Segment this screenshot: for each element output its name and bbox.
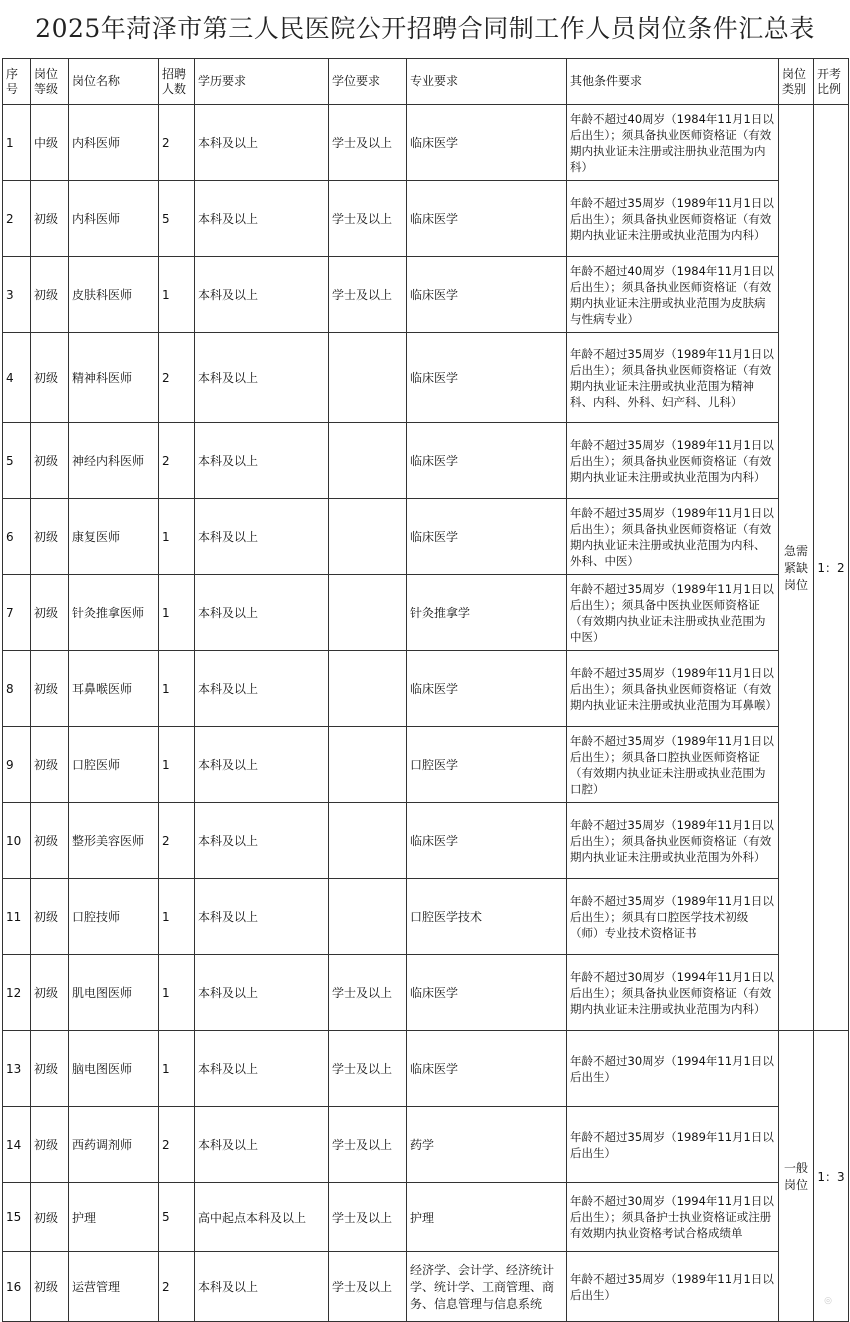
table-row [3, 105, 849, 181]
cell-name: 整形美容医师 [69, 803, 159, 879]
cell-major: 口腔医学技术 [407, 879, 567, 955]
cell-level: 初级 [31, 575, 69, 651]
cell-other: 年龄不超过35周岁（1989年11月1日以后出生）；须具备口腔执业医师资格证（有效期内执业证未注册或执业范围为口腔） [567, 727, 779, 803]
cell-level: 初级 [31, 803, 69, 879]
positions-table [2, 58, 849, 1322]
header-degree: 学位要求 [329, 59, 407, 105]
cell-seq: 14 [3, 1107, 31, 1183]
cell-count: 1 [159, 499, 195, 575]
table-row [3, 1031, 849, 1107]
cell-name: 脑电图医师 [69, 1031, 159, 1107]
cell-count: 1 [159, 651, 195, 727]
cell-category: 急需紧缺岗位 [779, 105, 814, 1031]
cell-other: 年龄不超过35周岁（1989年11月1日以后出生）；须具有口腔医学技术初级（师）专业技术资格证书 [567, 879, 779, 955]
cell-major: 临床医学 [407, 499, 567, 575]
table-row [3, 955, 849, 1031]
cell-other: 年龄不超过40周岁（1984年11月1日以后出生）；须具备执业医师资格证（有效期内执业证未注册或执业范围为皮肤病与性病专业） [567, 257, 779, 333]
cell-level: 初级 [31, 1107, 69, 1183]
table-row [3, 651, 849, 727]
cell-name: 皮肤科医师 [69, 257, 159, 333]
cell-seq: 4 [3, 333, 31, 423]
cell-major: 临床医学 [407, 257, 567, 333]
cell-count: 5 [159, 1183, 195, 1252]
cell-count: 2 [159, 1107, 195, 1183]
cell-name: 西药调剂师 [69, 1107, 159, 1183]
table-row [3, 727, 849, 803]
cell-other: 年龄不超过35周岁（1989年11月1日以后出生） [567, 1252, 779, 1322]
cell-degree [329, 333, 407, 423]
cell-seq: 15 [3, 1183, 31, 1252]
cell-name: 内科医师 [69, 181, 159, 257]
cell-count: 1 [159, 1031, 195, 1107]
cell-name: 肌电图医师 [69, 955, 159, 1031]
cell-major: 临床医学 [407, 651, 567, 727]
cell-degree [329, 651, 407, 727]
cell-level: 初级 [31, 727, 69, 803]
cell-degree [329, 879, 407, 955]
cell-name: 内科医师 [69, 105, 159, 181]
cell-other: 年龄不超过35周岁（1989年11月1日以后出生）；须具备执业医师资格证（有效期内执业证未注册或执业范围为耳鼻喉） [567, 651, 779, 727]
cell-seq: 11 [3, 879, 31, 955]
header-count: 招聘人数 [159, 59, 195, 105]
cell-seq: 9 [3, 727, 31, 803]
cell-seq: 8 [3, 651, 31, 727]
cell-edu: 本科及以上 [195, 651, 329, 727]
cell-degree [329, 423, 407, 499]
cell-major: 口腔医学 [407, 727, 567, 803]
cell-name: 护理 [69, 1183, 159, 1252]
cell-seq: 13 [3, 1031, 31, 1107]
cell-category: 一般岗位 [779, 1031, 814, 1322]
cell-other: 年龄不超过35周岁（1989年11月1日以后出生）；须具备执业医师资格证（有效期内执业证未注册或执业范围为外科） [567, 803, 779, 879]
cell-major: 护理 [407, 1183, 567, 1252]
cell-degree: 学士及以上 [329, 257, 407, 333]
cell-level: 初级 [31, 1183, 69, 1252]
cell-seq: 10 [3, 803, 31, 879]
cell-major: 临床医学 [407, 803, 567, 879]
cell-count: 2 [159, 105, 195, 181]
cell-other: 年龄不超过35周岁（1989年11月1日以后出生）；须具备执业医师资格证（有效期内执业证未注册或执业范围为内科） [567, 423, 779, 499]
cell-seq: 6 [3, 499, 31, 575]
cell-count: 2 [159, 803, 195, 879]
cell-degree: 学士及以上 [329, 1031, 407, 1107]
cell-seq: 3 [3, 257, 31, 333]
cell-edu: 高中起点本科及以上 [195, 1183, 329, 1252]
cell-level: 初级 [31, 499, 69, 575]
cell-major: 临床医学 [407, 955, 567, 1031]
cell-other: 年龄不超过30周岁（1994年11月1日以后出生） [567, 1031, 779, 1107]
cell-degree: 学士及以上 [329, 1107, 407, 1183]
cell-edu: 本科及以上 [195, 499, 329, 575]
cell-level: 初级 [31, 1031, 69, 1107]
table-row [3, 423, 849, 499]
table-row [3, 803, 849, 879]
cell-major: 针灸推拿学 [407, 575, 567, 651]
cell-name: 康复医师 [69, 499, 159, 575]
header-major: 专业要求 [407, 59, 567, 105]
cell-name: 口腔技师 [69, 879, 159, 955]
header-ratio: 开考比例 [814, 59, 849, 105]
cell-seq: 16 [3, 1252, 31, 1322]
cell-name: 口腔医师 [69, 727, 159, 803]
cell-other: 年龄不超过35周岁（1989年11月1日以后出生）；须具备执业医师资格证（有效期内执业证未注册或执业范围为精神科、内科、外科、妇产科、儿科） [567, 333, 779, 423]
table-row [3, 257, 849, 333]
cell-count: 1 [159, 575, 195, 651]
page-title: 2025年菏泽市第三人民医院公开招聘合同制工作人员岗位条件汇总表 [35, 14, 815, 43]
cell-level: 初级 [31, 181, 69, 257]
cell-name: 运营管理 [69, 1252, 159, 1322]
header-name: 岗位名称 [69, 59, 159, 105]
header-seq: 序号 [3, 59, 31, 105]
cell-major: 临床医学 [407, 423, 567, 499]
cell-level: 初级 [31, 1252, 69, 1322]
cell-ratio: 1：3 [814, 1031, 849, 1322]
cell-seq: 1 [3, 105, 31, 181]
cell-edu: 本科及以上 [195, 257, 329, 333]
cell-count: 2 [159, 333, 195, 423]
cell-other: 年龄不超过35周岁（1989年11月1日以后出生）；须具备执业医师资格证（有效期内执业证未注册或执业范围为内科） [567, 181, 779, 257]
cell-name: 神经内科医师 [69, 423, 159, 499]
table-row [3, 333, 849, 423]
cell-edu: 本科及以上 [195, 879, 329, 955]
cell-name: 针灸推拿医师 [69, 575, 159, 651]
table-row [3, 879, 849, 955]
cell-level: 初级 [31, 651, 69, 727]
cell-degree [329, 499, 407, 575]
cell-seq: 12 [3, 955, 31, 1031]
cell-ratio: 1：2 [814, 105, 849, 1031]
table-row [3, 1252, 849, 1322]
table-row [3, 1183, 849, 1252]
cell-count: 1 [159, 257, 195, 333]
cell-edu: 本科及以上 [195, 575, 329, 651]
cell-edu: 本科及以上 [195, 1031, 329, 1107]
cell-degree: 学士及以上 [329, 955, 407, 1031]
cell-edu: 本科及以上 [195, 1252, 329, 1322]
cell-major: 临床医学 [407, 1031, 567, 1107]
watermark: ◎ [824, 1296, 832, 1306]
cell-other: 年龄不超过40周岁（1984年11月1日以后出生）；须具备执业医师资格证（有效期内执业证未注册或注册执业范围为内科） [567, 105, 779, 181]
cell-edu: 本科及以上 [195, 181, 329, 257]
cell-major: 临床医学 [407, 333, 567, 423]
cell-seq: 5 [3, 423, 31, 499]
table-body [3, 105, 849, 1322]
cell-degree: 学士及以上 [329, 1183, 407, 1252]
cell-count: 1 [159, 955, 195, 1031]
cell-level: 初级 [31, 423, 69, 499]
cell-seq: 2 [3, 181, 31, 257]
header-row [3, 59, 849, 105]
cell-count: 5 [159, 181, 195, 257]
cell-other: 年龄不超过30周岁（1994年11月1日以后出生）；须具备执业医师资格证（有效期内执业证未注册或执业范围为内科） [567, 955, 779, 1031]
cell-edu: 本科及以上 [195, 105, 329, 181]
cell-edu: 本科及以上 [195, 727, 329, 803]
cell-major: 临床医学 [407, 181, 567, 257]
cell-level: 初级 [31, 333, 69, 423]
header-other: 其他条件要求 [567, 59, 779, 105]
cell-degree: 学士及以上 [329, 1252, 407, 1322]
cell-other: 年龄不超过35周岁（1989年11月1日以后出生）；须具备中医执业医师资格证（有效期内执业证未注册或执业范围为中医） [567, 575, 779, 651]
table-row [3, 499, 849, 575]
cell-edu: 本科及以上 [195, 955, 329, 1031]
cell-major: 药学 [407, 1107, 567, 1183]
cell-major: 经济学、会计学、经济统计学、统计学、工商管理、商务、信息管理与信息系统 [407, 1252, 567, 1322]
cell-edu: 本科及以上 [195, 803, 329, 879]
table-row [3, 575, 849, 651]
cell-level: 初级 [31, 257, 69, 333]
cell-name: 耳鼻喉医师 [69, 651, 159, 727]
cell-count: 1 [159, 879, 195, 955]
cell-count: 2 [159, 1252, 195, 1322]
cell-count: 1 [159, 727, 195, 803]
cell-other: 年龄不超过35周岁（1989年11月1日以后出生） [567, 1107, 779, 1183]
cell-degree [329, 803, 407, 879]
cell-edu: 本科及以上 [195, 423, 329, 499]
cell-degree: 学士及以上 [329, 105, 407, 181]
cell-degree [329, 575, 407, 651]
cell-edu: 本科及以上 [195, 333, 329, 423]
header-level: 岗位等级 [31, 59, 69, 105]
cell-major: 临床医学 [407, 105, 567, 181]
cell-level: 初级 [31, 955, 69, 1031]
cell-other: 年龄不超过35周岁（1989年11月1日以后出生）；须具备执业医师资格证（有效期内执业证未注册或执业范围为内科、外科、中医） [567, 499, 779, 575]
cell-count: 2 [159, 423, 195, 499]
cell-level: 初级 [31, 879, 69, 955]
header-category: 岗位类别 [779, 59, 814, 105]
table-row [3, 1107, 849, 1183]
cell-level: 中级 [31, 105, 69, 181]
cell-degree: 学士及以上 [329, 181, 407, 257]
cell-edu: 本科及以上 [195, 1107, 329, 1183]
header-edu: 学历要求 [195, 59, 329, 105]
cell-other: 年龄不超过30周岁（1994年11月1日以后出生）；须具备护士执业资格证或注册有效期内执业资格考试合格成绩单 [567, 1183, 779, 1252]
cell-name: 精神科医师 [69, 333, 159, 423]
cell-degree [329, 727, 407, 803]
table-row [3, 181, 849, 257]
cell-seq: 7 [3, 575, 31, 651]
